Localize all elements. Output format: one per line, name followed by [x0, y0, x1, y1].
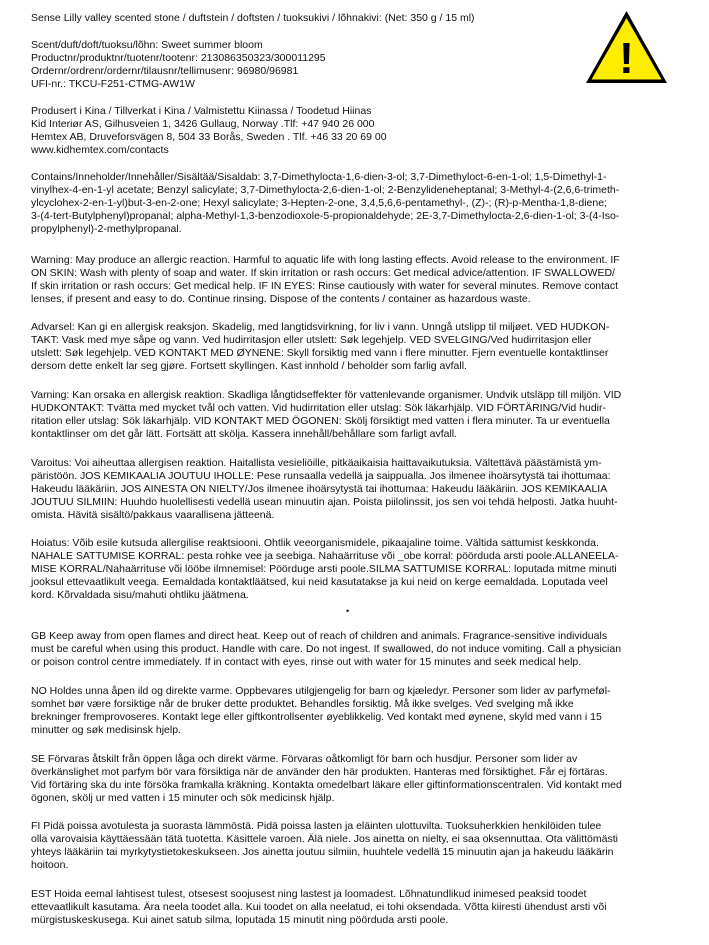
safety-no: NO Holdes unna åpen ild og direkte varme. Oppbevares utilgjengelig for barn og kjæledyr. Personer som lider av parfymeføl- somhet bør være forsiktige når de bruker dette produktet. Behandles forsiktig. Må ikke svelges. Ved svelging må ikke brekninger fremprovoseres. Kontakt lege eller giftkontrollsenter øyeblikkelig. Ved kontakt med øynene, skyld med vann i 15 minutter og søk medisinsk hjelp. [31, 685, 611, 736]
warning-triangle-icon [585, 10, 668, 84]
product-number: Productnr/produktnr/tuotenr/tootenr: 213086350323/300011295 [31, 51, 326, 64]
scent-line: Scent/duft/doft/tuoksu/lõhn: Sweet summer bloom [31, 39, 263, 51]
product-line: Sense Lilly valley scented stone / duftstein / doftsten / tuoksukivi / lõhnakivi: (Net: 350 g / 15 ml) [31, 12, 475, 24]
hemtex-address: Hemtex AB, Druveforsvägen 8, 504 33 Borås, Sweden . Tlf. +46 33 20 69 00 [31, 130, 387, 143]
contains-list: Contains/Inneholder/Innehåller/Sisältää/Sisaldab: 3,7-Dimethylocta-1,6-dien-3-ol; 3,7-Dimethyloct-6-en-1-ol; 1,5-Dimethyl-1- vinylhex-4-en-1-yl acetate; Benzyl salicylate; 3,7-Dimethylocta-2,6-dien-1-ol; 2-Benzylideneheptanal; 3-Methyl-4-(2,6,6-trimeth- ylcyclohex-2-en-1-yl)but-3-en-2-one; Hexyl salicylate; 3-Hepten-2-one, 3,4,5,6,6-pentamethyl-, (Z)-; (R)-p-Mentha-1,8-diene; 3-(4-tert-Butylphenyl)propanal; alpha-Methyl-1,3-benzodioxole-5-propionaldehyde; 2E-3,7-Dimethylocta-2,6-dien-1-ol; 3-(4-Iso- propylphenyl)-2-methylpropanal. [31, 171, 620, 235]
warning-ee: Hoiatus: Võib esile kutsuda allergilise reaktsiooni. Ohtlik veeorganismidele, pikaajaline toime. Vältida sattumist keskkonda. NAHALE SATTUMISE KORRAL: pesta rohke vee ja seebiga. Nahaärrituse või _obe korral: pöörduda arsti poole.ALLANEELA- MISE KORRAL/Nahaärrituse või lööbe ilmnemisel: Pöörduge arsti poole.SILMA SATTUMISE KORRAL: loputada mitme minuti jooksul ettevaatlikult veega. Eemaldada kontaktläätsed, kui neid kasutatakse ja kui neid on kerge eemaldada. Loputada veel kord. Kõrvaldada sisu/mahuti ohtliku jäätmena. [31, 537, 619, 601]
safety-se: SE Förvaras åtskilt från öppen låga och direkt värme. Förvaras oåtkomligt för barn och husdjur. Personer som lider av överkänslighet mot parfym bör vara försiktiga när de använder den här produkten. Hanteras med försiktighet. Får ej förtäras. Vid förtäring ska du inte försöka framkalla kräkning. Kontakta omedelbart läkare eller giftinformationscentralen. Vid kontakt med ögonen, skölj ur med vatten i 15 minuter och sök medicinsk hjälp. [31, 753, 622, 804]
warning-en: Warning: May produce an allergic reaction. Harmful to aquatic life with long lasting effects. Avoid release to the environment. IF ON SKIN: Wash with plenty of soap and water. If skin irritation or rash occurs: Get medical advice/attention. IF SWALLOWED/ If skin irritation or rash occurs: Get medical help. IF IN EYES: Rinse cautiously with water for several minutes. Remove contact lenses, if present and easy to do. Continue rinsing. Dispose of the contents / container as hazardous waste. [31, 254, 620, 305]
producer-block [31, 105, 591, 157]
origin-line: Produsert i Kina / Tillverkat i Kina / Valmistettu Kiinassa / Toodetud Hiinas [31, 105, 372, 117]
order-number: Ordernr/ordrenr/ordernr/tilausnr/tellimusenr: 96980/96981 [31, 64, 299, 77]
safety-ee: EST Hoida eemal lahtisest tulest, otsesest soojusest ning lastest ja loomadest. Lõhnatundlikud inimesed peaksid toodet ettevaatlikult kasutama. Ära neela toodet alla. Kui toodet on alla neelatud, ei tohi oksendada. Võtta kiiresti ühendust arsti või mürgistuskeskusega. Kui ainet satub silma, loputada 15 minutit ning pöörduda arsti poole. [31, 888, 607, 926]
safety-gb: GB Keep away from open flames and direct heat. Keep out of reach of children and animals. Fragrance-sensitive individuals must be careful when using this product. Handle with care. Do not ingest. If swallowed, do not induce vomiting. Call a physician or poison control centre immediately. If in contact with eyes, rinse out with water for 15 minutes and seek medical help. [31, 630, 622, 668]
website: www.kidhemtex.com/contacts [31, 143, 169, 156]
warning-se: Varning: Kan orsaka en allergisk reaktion. Skadliga långtidseffekter för vattenlevande organismer. Undvik utsläpp till miljön. VID HUDKONTAKT: Tvätta med mycket tvål och vatten. Vid hudirritation eller utslag: Sök läkarhjälp. VID FÖRTÄRING/Vid hudir- ritation eller utslag: Sök läkarhjälp. VID KONTAKT MED ÖGONEN: Skölj försiktigt med vatten i flera minuter. Ta ur eventuella kontaktlinser om det går lätt. Fortsätt att skölja. Kassera innehåll/behållare som farligt avfall. [31, 389, 622, 440]
warning-no: Advarsel: Kan gi en allergisk reaksjon. Skadelig, med langtidsvirkning, for liv i vann. Unngå utslipp til miljøet. VED HUDKON- TAKT: Vask med mye såpe og vann. Ved hudirritasjon eller utslett: Søk legehjelp. VED SVELGING/Ved hudirritasjon eller utslett: Søk legehjelp. VED KONTAKT MED ØYNENE: Skyll forsiktig med vann i flere minutter. Fjern eventuelle kontaktlinser dersom dette enkelt lar seg gjøre. Fortsett skyllingen. Kast innhold / beholder som farlig avfall. [31, 321, 610, 372]
exclamation-mark: ! [619, 34, 634, 83]
warning-fi: Varoitus: Voi aiheuttaa allergisen reaktion. Haitallista vesieliöille, pitkäaikaisia haittavaikutuksia. Vältettävä päästämistä ym- päristöön. JOS KEMIKAALIA JOUTUU IHOLLE: Pese runsaalla vedellä ja saippualla. Jos ilmenee ihoärsytystä tai ihottumaa: Hakeudu lääkäriin. JOS AINESTA ON NIELTY/Jos ilmenee ihoärsytystä tai ihottumaa: Hakeudu lääkäriin. JOS KEMIKAALIA JOUTUU SILMIIN: Huuhdo huolellisesti vedellä usean minuutin ajan. Poista piilolinssit, jos sen voi tehdä helposti. Jatka huuht- omista. Hävitä sisältö/pakkaus vaarallisena jätteenä. [31, 457, 618, 521]
section-separator: • [346, 606, 350, 616]
safety-fi: FI Pidä poissa avotulesta ja suorasta lämmöstä. Pidä poissa lasten ja eläinten ulottuvilta. Tuoksuherkkien henkilöiden tulee olla varovaisia käyttäessään tätä tuotetta. Käsittele varoen. Älä niele. Jos ainetta on nielty, ei saa oksennuttaa. Ota välittömästi yhteys lääkäriin tai myrkytystietokeskukseen. Jos ainetta joutuu silmiin, huuhtele vedellä 15 minuutin ajan ja hakeudu lääkärin hoitoon. [31, 820, 618, 871]
product-ids [31, 39, 591, 91]
kid-address: Kid Interiør AS, Gilhusveien 1, 3426 Gullaug, Norway .Tlf: +47 940 26 000 [31, 117, 375, 130]
ufi-number: UFI-nr.: TKCU-F251-CTMG-AW1W [31, 77, 195, 90]
